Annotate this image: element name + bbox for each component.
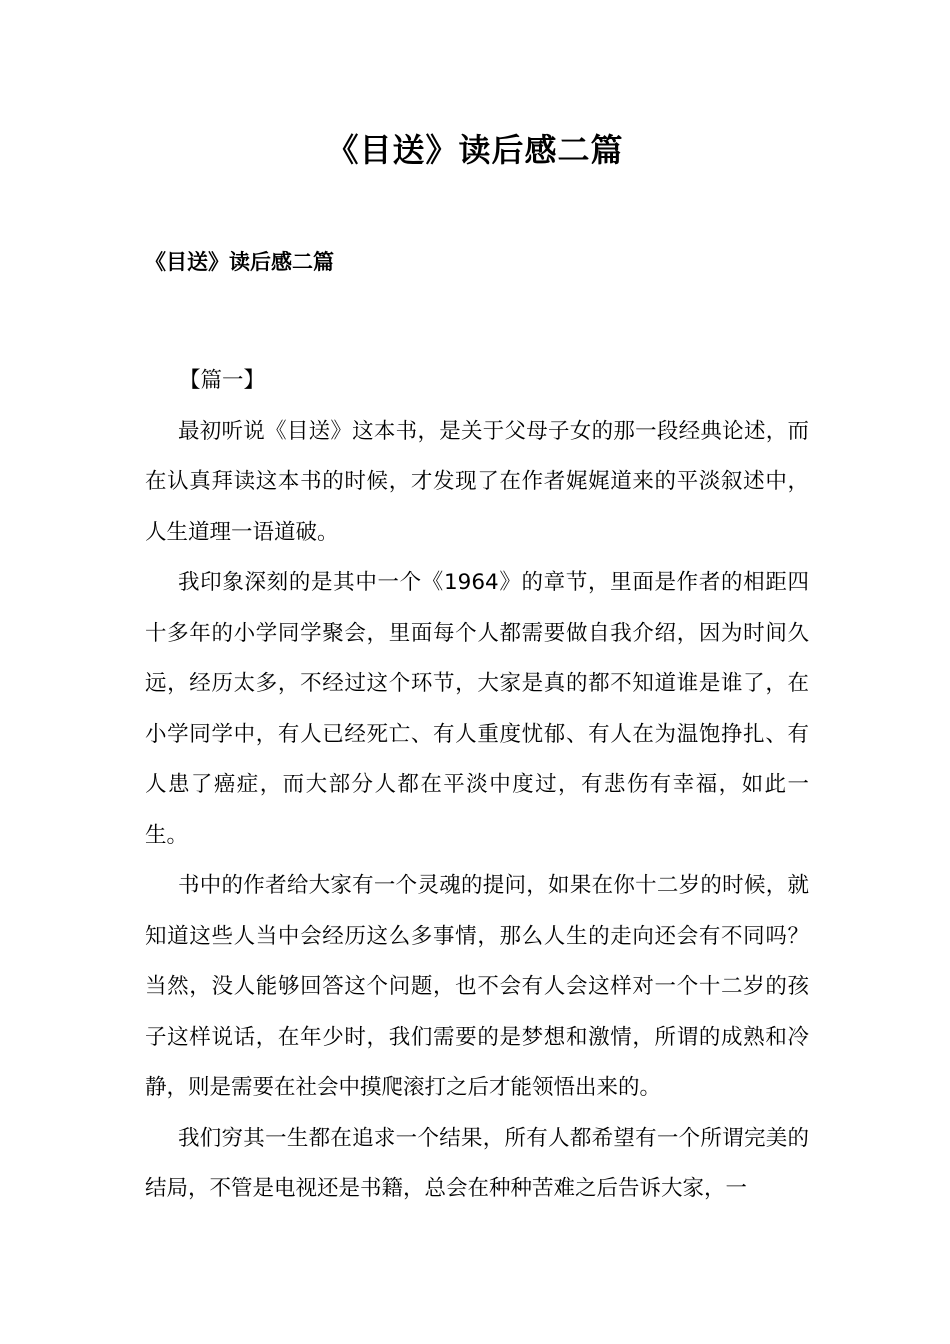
paragraph-2: 我印象深刻的是其中一个《1964》的章节，里面是作者的相距四十多年的小学同学聚会，里面每个人都需要做自我介绍，因为时间久远，经历太多，不经过这个环节，大家是真的都不知道谁是谁了，在小学同学中，有人已经死亡、有人重度忧郁、有人在为温饱挣扎、有人患了癌症，而大部分人都在平淡中度过，有悲伤有幸福，如此一生。: [145, 570, 809, 848]
document-body: [145, 356, 809, 1215]
paragraph-4: 我们穷其一生都在追求一个结果，所有人都希望有一个所谓完美的结局，不管是电视还是书籍，总会在种种苦难之后告诉大家，一: [145, 1125, 809, 1201]
paragraph-1: 最初听说《目送》这本书，是关于父母子女的那一段经典论述，而在认真拜读这本书的时候，才发现了在作者娓娓道来的平淡叙述中，人生道理一语道破。: [145, 418, 809, 545]
document-subheading: 《目送》读后感二篇: [145, 250, 334, 274]
section-label: 【篇一】: [179, 368, 266, 393]
paragraph-3: 书中的作者给大家有一个灵魂的提问，如果在你十二岁的时候，就知道这些人当中会经历这么多事情，那么人生的走向还会有不同吗？当然，没人能够回答这个问题，也不会有人会这样对一个十二岁的孩子这样说话，在年少时，我们需要的是梦想和激情，所谓的成熟和冷静，则是需要在社会中摸爬滚打之后才能领悟出来的。: [145, 873, 809, 1100]
document-title: 《目送》读后感二篇: [326, 131, 624, 169]
